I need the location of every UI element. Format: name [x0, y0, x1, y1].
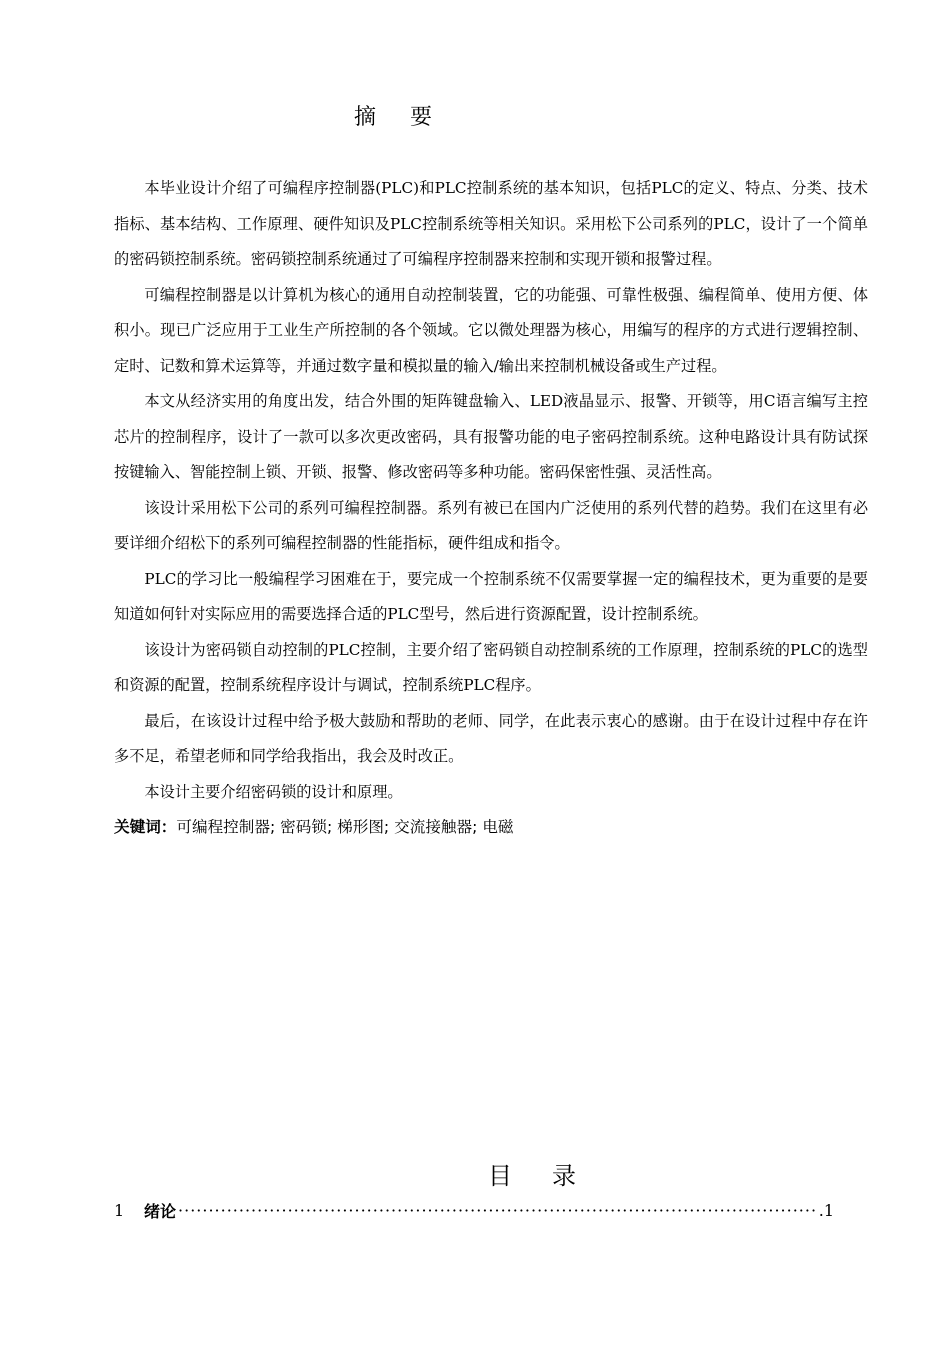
abstract-title-char-2: 要 [410, 105, 433, 130]
abstract-title-char-1: 摘 [354, 105, 377, 130]
abstract-body [114, 171, 868, 846]
toc-title-char-1: 目 [488, 1162, 512, 1190]
toc-entry-number: 1 [114, 1200, 125, 1220]
toc-entry[interactable] [114, 1196, 834, 1224]
abstract-paragraph-2: 可编程控制器是以计算机为核心的通用自动控制装置，它的功能强、可靠性极强、编程简单、使用方便、体积小。现已广泛应用于工业生产所控制的各个领域。它以微处理器为核心，用编写的程序的方式进行逻辑控制、定时、记数和算术运算等，并通过数字量和模拟量的输入/输出来控制机械设备或生产过程。 [114, 285, 868, 375]
abstract-paragraph-1: 本毕业设计介绍了可编程序控制器(PLC)和PLC控制系统的基本知识，包括PLC的定义、特点、分类、技术指标、基本结构、工作原理、硬件知识及PLC控制系统等相关知识。采用松下公司系列的PLC，设计了一个简单的密码锁控制系统。密码锁控制系统通过了可编程序控制器来控制和实现开锁和报警过程。 [114, 179, 868, 268]
toc-entry-label: 绪论 [144, 1201, 177, 1221]
abstract-paragraph-8: 本设计主要介绍密码锁的设计和原理。 [144, 782, 403, 801]
keywords-text: 可编程控制器; 密码锁; 梯形图; 交流接触器; 电磁 [176, 818, 514, 836]
abstract-paragraph-5: PLC的学习比一般编程学习困难在于，要完成一个控制系统不仅需要掌握一定的编程技术，更为重要的是要知道如何针对实际应用的需要选择合适的PLC型号，然后进行资源配置，设计控制系统。 [114, 569, 868, 623]
keywords-line [114, 810, 868, 846]
toc-title-char-2: 录 [552, 1162, 576, 1190]
keywords-label: 关键词： [114, 818, 177, 836]
abstract-paragraph-7: 最后，在该设计过程中给予极大鼓励和帮助的老师、同学，在此表示衷心的感谢。由于在设计过程中存在许多不足，希望老师和同学给我指出，我会及时改正。 [114, 711, 868, 765]
toc-title [488, 1156, 576, 1191]
toc-entry-page: .1 [818, 1200, 834, 1220]
abstract-paragraph-4: 该设计采用松下公司的系列可编程控制器。系列有被已在国内广泛使用的系列代替的趋势。我们在这里有必要详细介绍松下的系列可编程控制器的性能指标，硬件组成和指令。 [114, 498, 868, 552]
abstract-paragraph-3: 本文从经济实用的角度出发，结合外围的矩阵键盘输入、LED液晶显示、报警、开锁等，用C语言编写主控芯片的控制程序，设计了一款可以多次更改密码，具有报警功能的电子密码控制系统。这种电路设计具有防试探按键输入、智能控制上锁、开锁、报警、修改密码等多种功能。密码保密性强、灵活性高。 [114, 392, 868, 481]
abstract-paragraph-6: 该设计为密码锁自动控制的PLC控制，主要介绍了密码锁自动控制系统的工作原理，控制系统的PLC的选型和资源的配置，控制系统程序设计与调试，控制系统PLC程序。 [114, 640, 868, 694]
abstract-title [354, 100, 432, 131]
toc-dot-leader [178, 1201, 817, 1220]
